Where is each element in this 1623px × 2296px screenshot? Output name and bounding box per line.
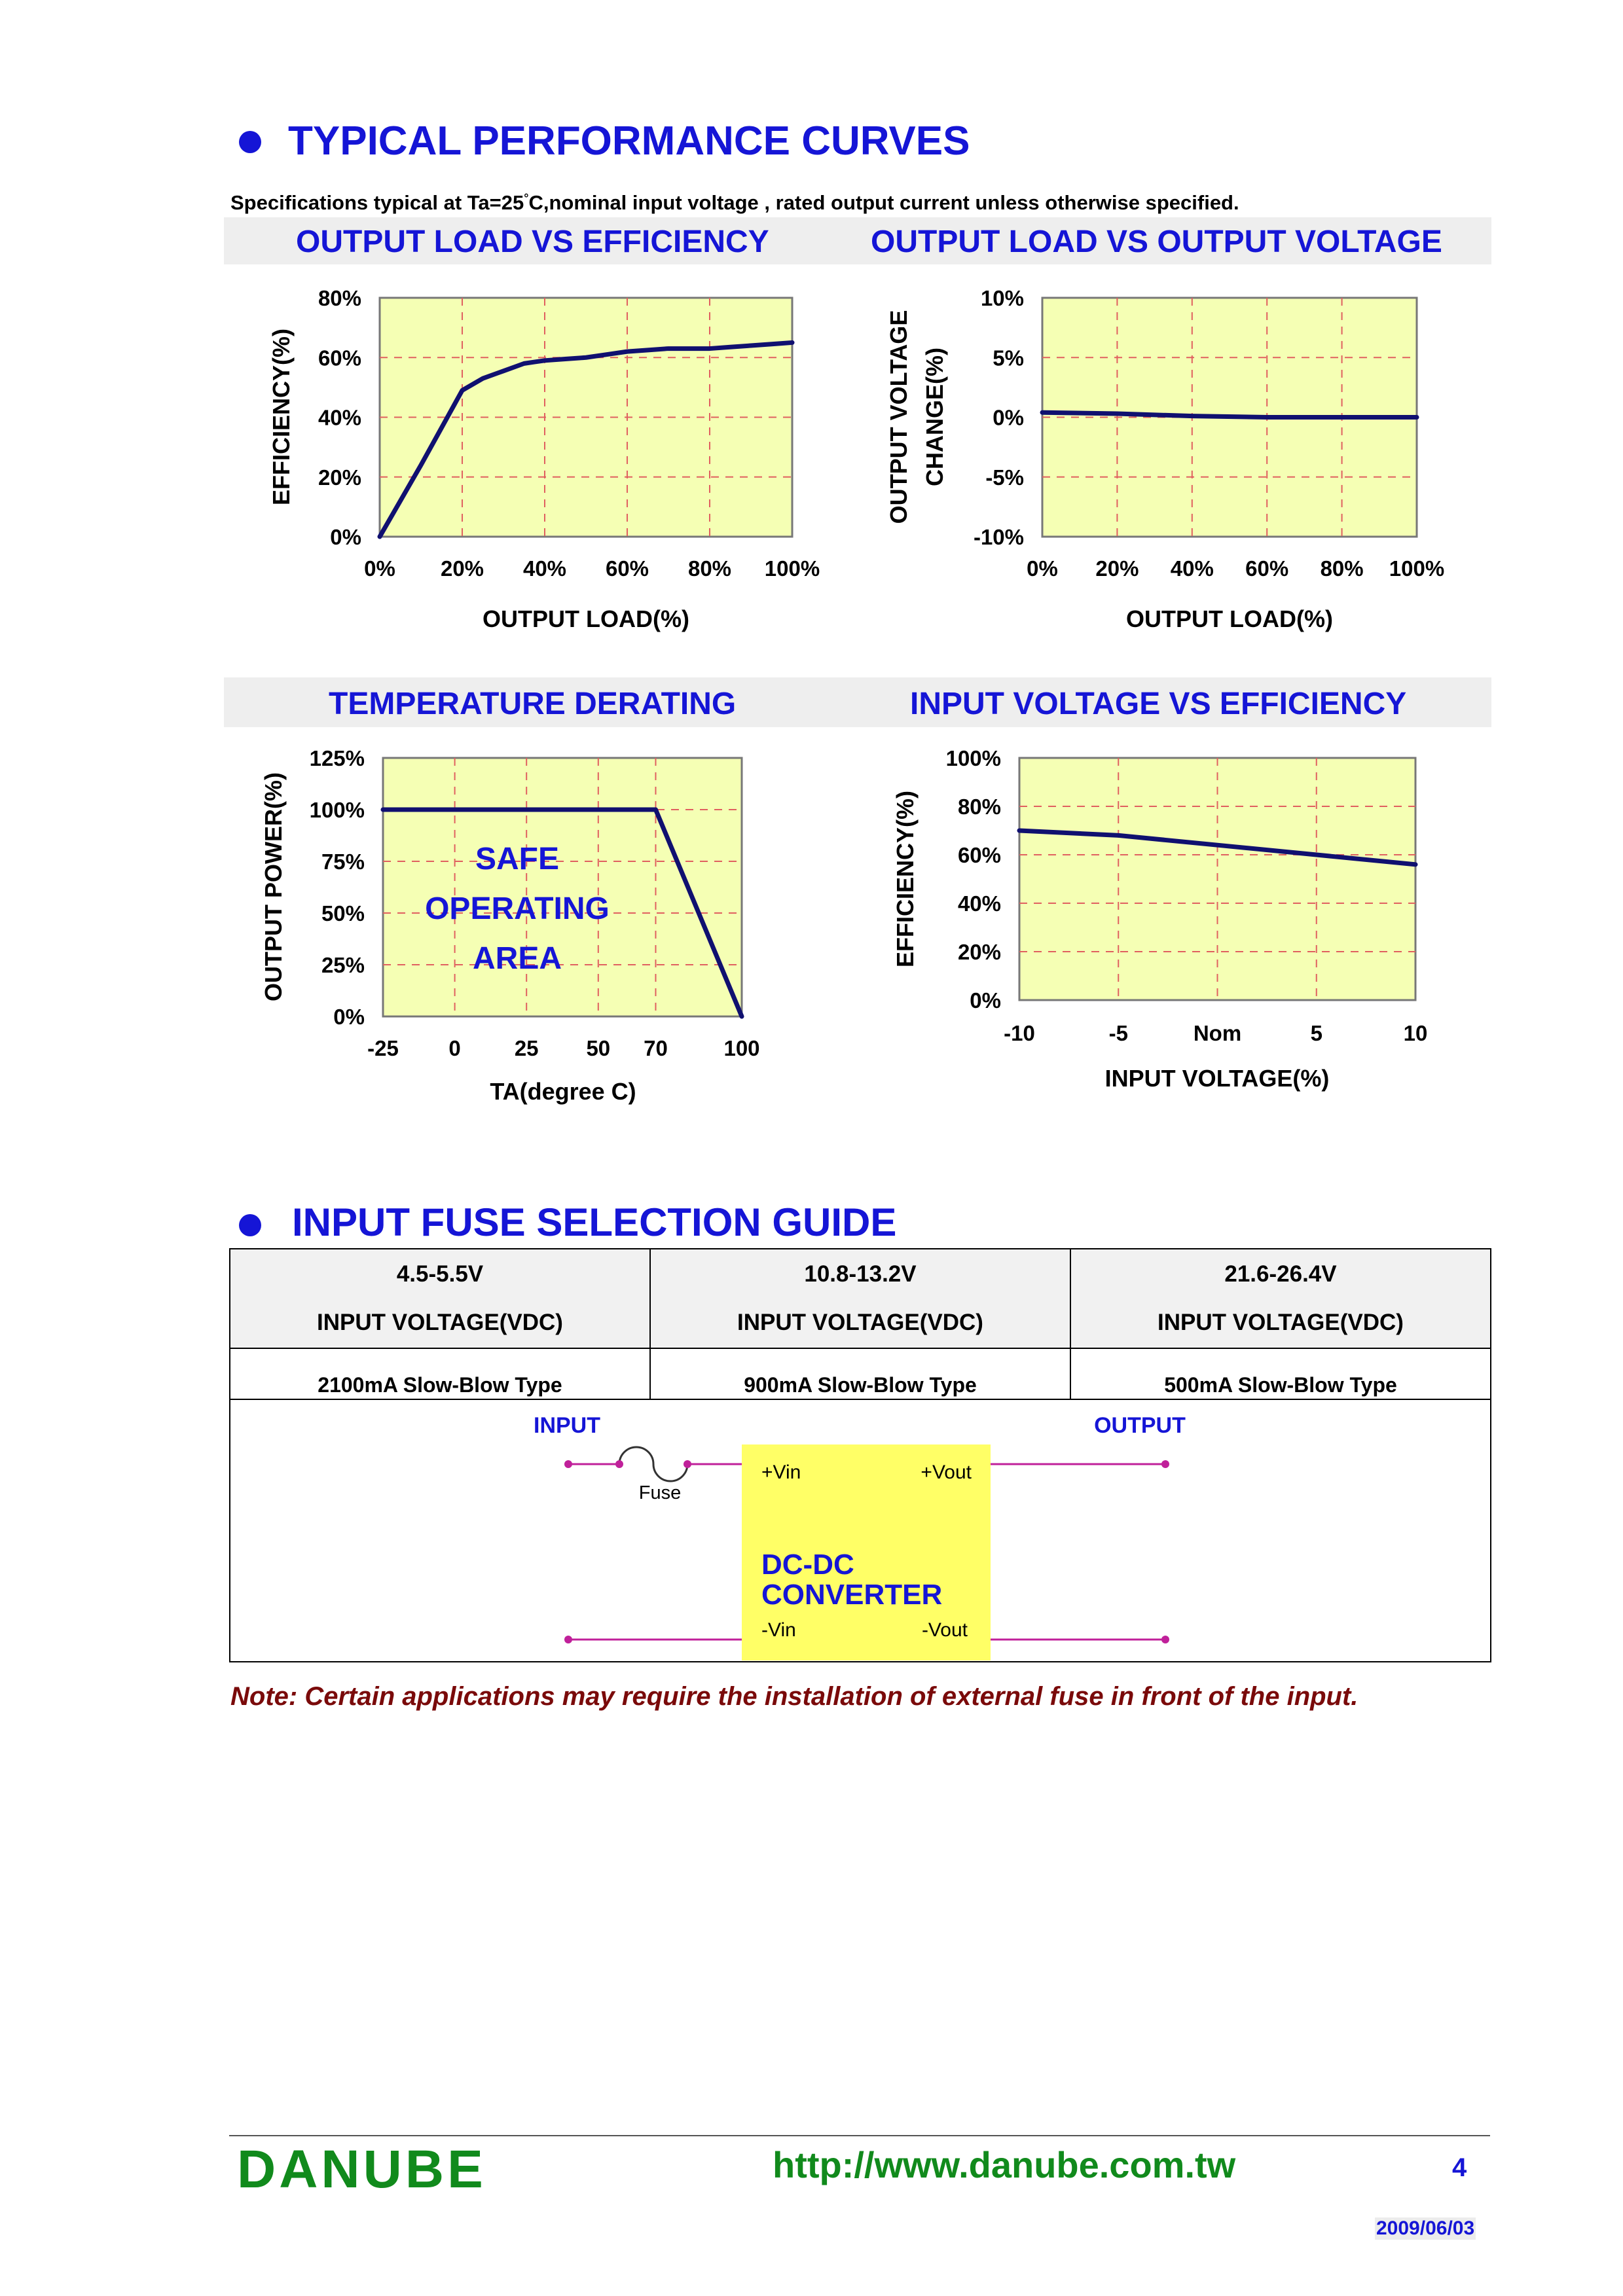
fuse-label: Fuse bbox=[638, 1482, 682, 1503]
table-cell: 21.6-26.4V INPUT VOLTAGE(VDC) bbox=[1070, 1249, 1491, 1348]
table-row bbox=[230, 1348, 1491, 1399]
chart-1-y-tick-label: 60% bbox=[318, 346, 361, 370]
table-cell: 500mA Slow-Blow Type bbox=[1070, 1348, 1491, 1399]
brand-logo: DANUBE bbox=[237, 2140, 486, 2199]
chart-3-y-axis-label: OUTPUT POWER(%) bbox=[260, 772, 287, 1001]
chart-4-x-axis-label: INPUT VOLTAGE(%) bbox=[1104, 1065, 1330, 1092]
chart-2-x-tick-label: 20% bbox=[1095, 556, 1139, 581]
chart-3-y-tick-label: 50% bbox=[321, 901, 365, 925]
chart-2-y-tick-label: 5% bbox=[993, 346, 1024, 370]
chart-1-x-axis-label: OUTPUT LOAD(%) bbox=[483, 605, 689, 632]
chart-4-x-tick-label: 5 bbox=[1310, 1021, 1322, 1045]
vin-neg-label: -Vin bbox=[761, 1619, 796, 1641]
chart-4-y-axis-label: EFFICIENCY(%) bbox=[892, 791, 919, 967]
chart-3-x-tick-label: -25 bbox=[367, 1036, 399, 1060]
fuse-selection-table bbox=[229, 1248, 1491, 1400]
chart-3-y-tick-label: 125% bbox=[309, 746, 365, 770]
terminal-dot bbox=[564, 1636, 572, 1643]
chart-3-annotation: OPERATING bbox=[425, 891, 610, 926]
converter-line-2: CONVERTER bbox=[761, 1579, 943, 1611]
section-title-curves: TYPICAL PERFORMANCE CURVES bbox=[288, 118, 970, 164]
chart-3-annotation: AREA bbox=[472, 941, 562, 976]
chart-2-y-tick-label: 10% bbox=[980, 286, 1024, 310]
output-label: OUTPUT bbox=[1094, 1413, 1186, 1438]
chart-3-x-tick-label: 70 bbox=[644, 1036, 668, 1060]
chart-3-annotation: SAFE bbox=[475, 842, 560, 876]
section-title-fuse: INPUT FUSE SELECTION GUIDE bbox=[292, 1200, 897, 1244]
top-input-wire bbox=[568, 1447, 742, 1481]
terminal-dot bbox=[564, 1460, 572, 1468]
chart-2-x-tick-label: 100% bbox=[1389, 556, 1445, 581]
terminal-dot bbox=[684, 1460, 691, 1468]
table-cell: 10.8-13.2V INPUT VOLTAGE(VDC) bbox=[650, 1249, 1070, 1348]
chart-2-x-tick-label: 0% bbox=[1027, 556, 1058, 581]
chart-1-x-tick-label: 0% bbox=[364, 556, 395, 581]
vin-pos-label: +Vin bbox=[761, 1462, 801, 1483]
chart-1-y-tick-label: 80% bbox=[318, 286, 361, 310]
chart-4-y-tick-label: 100% bbox=[945, 746, 1001, 770]
chart-1-x-tick-label: 100% bbox=[764, 556, 820, 581]
chart-2-x-tick-label: 40% bbox=[1170, 556, 1214, 581]
chart-title-3: TEMPERATURE DERATING bbox=[329, 687, 737, 721]
chart-3-x-tick-label: 50 bbox=[586, 1036, 611, 1060]
chart-title-2: OUTPUT LOAD VS OUTPUT VOLTAGE bbox=[871, 224, 1442, 259]
chart-4-x-tick-label: 10 bbox=[1403, 1021, 1428, 1045]
chart-1-x-tick-label: 40% bbox=[522, 556, 567, 581]
circuit-diagram-svg bbox=[0, 1397, 1623, 1672]
chart-4-y-tick-label: 20% bbox=[957, 940, 1001, 964]
chart-title-4: INPUT VOLTAGE VS EFFICIENCY bbox=[910, 687, 1407, 721]
chart-3-x-tick-label: 25 bbox=[514, 1036, 539, 1060]
chart-2-y-axis-label: CHANGE(%) bbox=[921, 348, 948, 486]
chart-1-x-tick-label: 20% bbox=[440, 556, 484, 581]
chart-1-y-tick-label: 0% bbox=[330, 525, 361, 549]
input-label: INPUT bbox=[534, 1413, 600, 1438]
chart-2-y-tick-label: -10% bbox=[973, 525, 1024, 549]
chart-2-x-tick-label: 60% bbox=[1245, 556, 1289, 581]
vout-neg-label: -Vout bbox=[921, 1619, 968, 1641]
table-cell: 2100mA Slow-Blow Type bbox=[230, 1348, 650, 1399]
chart-3-y-tick-label: 25% bbox=[321, 953, 365, 977]
chart-1-y-tick-label: 20% bbox=[318, 465, 361, 490]
chart-4-y-tick-label: 60% bbox=[957, 843, 1001, 867]
chart-2-y-tick-label: 0% bbox=[993, 405, 1024, 430]
terminal-dot bbox=[615, 1460, 623, 1468]
chart-4-x-tick-label: -5 bbox=[1108, 1021, 1128, 1045]
chart-3-y-tick-label: 75% bbox=[321, 850, 365, 874]
table-cell: 900mA Slow-Blow Type bbox=[650, 1348, 1070, 1399]
table-row bbox=[230, 1249, 1491, 1348]
terminal-dot bbox=[1161, 1636, 1169, 1643]
chart-3-x-axis-label: TA(degree C) bbox=[490, 1078, 636, 1105]
fuse-note: Note: Certain applications may require the installation of external fuse in front of the input. bbox=[230, 1682, 1359, 1711]
chart-3-y-tick-label: 0% bbox=[333, 1005, 365, 1029]
chart-title-1: OUTPUT LOAD VS EFFICIENCY bbox=[296, 224, 769, 259]
chart-2-y-tick-label: -5% bbox=[985, 465, 1024, 490]
chart-1-y-axis-label: EFFICIENCY(%) bbox=[268, 329, 295, 505]
chart-2-y-axis-label: OUTPUT VOLTAGE bbox=[885, 310, 912, 524]
chart-2-x-tick-label: 80% bbox=[1320, 556, 1364, 581]
chart-4-x-tick-label: -10 bbox=[1004, 1021, 1035, 1045]
converter-line-1: DC-DC bbox=[761, 1549, 854, 1581]
chart-3-x-tick-label: 0 bbox=[448, 1036, 461, 1060]
footer-url[interactable]: http://www.danube.com.tw bbox=[773, 2144, 1236, 2185]
chart-1-x-tick-label: 60% bbox=[605, 556, 649, 581]
page-number: 4 bbox=[1452, 2153, 1467, 2182]
chart-3-x-tick-label: 100 bbox=[723, 1036, 760, 1060]
terminal-dot bbox=[1161, 1460, 1169, 1468]
charts-canvas bbox=[0, 0, 1623, 1126]
chart-4-y-tick-label: 80% bbox=[957, 795, 1001, 819]
chart-1-x-tick-label: 80% bbox=[687, 556, 732, 581]
chart-4-y-tick-label: 0% bbox=[970, 988, 1001, 1013]
chart-3-y-tick-label: 100% bbox=[309, 798, 365, 822]
chart-4-x-tick-label: Nom bbox=[1193, 1021, 1242, 1045]
chart-2-x-axis-label: OUTPUT LOAD(%) bbox=[1126, 605, 1333, 632]
chart-4-y-tick-label: 40% bbox=[957, 891, 1001, 916]
footer-date: 2009/06/03 bbox=[1376, 2217, 1475, 2239]
footer-rule bbox=[229, 2135, 1490, 2136]
spec-text: Specifications typical at Ta=25°C,nominal input voltage , rated output current unless otherwise specified. bbox=[230, 191, 1239, 214]
chart-1-y-tick-label: 40% bbox=[318, 405, 361, 430]
vout-pos-label: +Vout bbox=[921, 1462, 972, 1483]
bullet-icon bbox=[239, 1214, 261, 1236]
table-cell: 4.5-5.5V INPUT VOLTAGE(VDC) bbox=[230, 1249, 650, 1348]
